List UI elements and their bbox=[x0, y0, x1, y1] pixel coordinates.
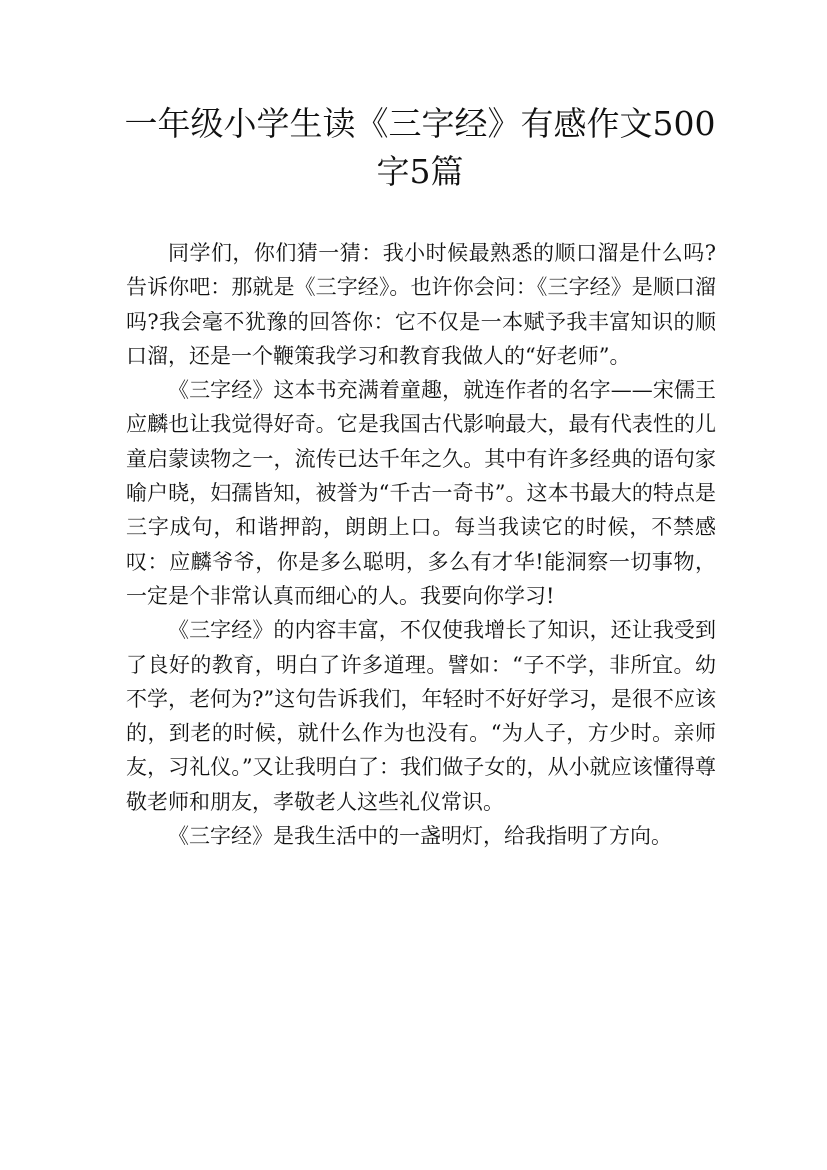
paragraph-4: 《三字经》是我生活中的一盏明灯，给我指明了方向。 bbox=[168, 824, 672, 849]
document-body bbox=[126, 236, 716, 853]
document-title: 一年级小学生读《三字经》有感作文500字5篇 bbox=[124, 104, 716, 191]
paragraph-2: 《三字经》这本书充满着童趣，就连作者的名字——宋儒王应麟也让我觉得好奇。它是我国古代影响最大，最有代表性的儿童启蒙读物之一，流传已达千年之久。其中有许多经典的语句家喻户晓，妇孺皆知，被誉为“千古一奇书”。这本书最大的特点是三字成句，和谐押韵，朗朗上口。每当我读它的时候，不禁感叹：应麟爷爷，你是多么聪明，多么有才华!能洞察一切事物，一定是个非常认真而细心的人。我要向你学习! bbox=[126, 378, 716, 608]
paragraph-3: 《三字经》的内容丰富，不仅使我增长了知识，还让我受到了良好的教育，明白了许多道理。譬如：“子不学，非所宜。幼不学，老何为?”这句告诉我们，年轻时不好好学习，是很不应该的，到老的时候，就什么作为也没有。“为人子，方少时。亲师友，习礼仪。”又让我明白了：我们做子女的，从小就应该懂得尊敬老师和朋友，孝敬老人这些礼仪常识。 bbox=[126, 618, 716, 814]
paragraph-1: 同学们，你们猜一猜：我小时候最熟悉的顺口溜是什么吗?告诉你吧：那就是《三字经》。也许你会问：《三字经》是顺口溜吗?我会毫不犹豫的回答你：它不仅是一本赋予我丰富知识的顺口溜，还是一个鞭策我学习和教育我做人的“好老师”。 bbox=[126, 241, 716, 368]
